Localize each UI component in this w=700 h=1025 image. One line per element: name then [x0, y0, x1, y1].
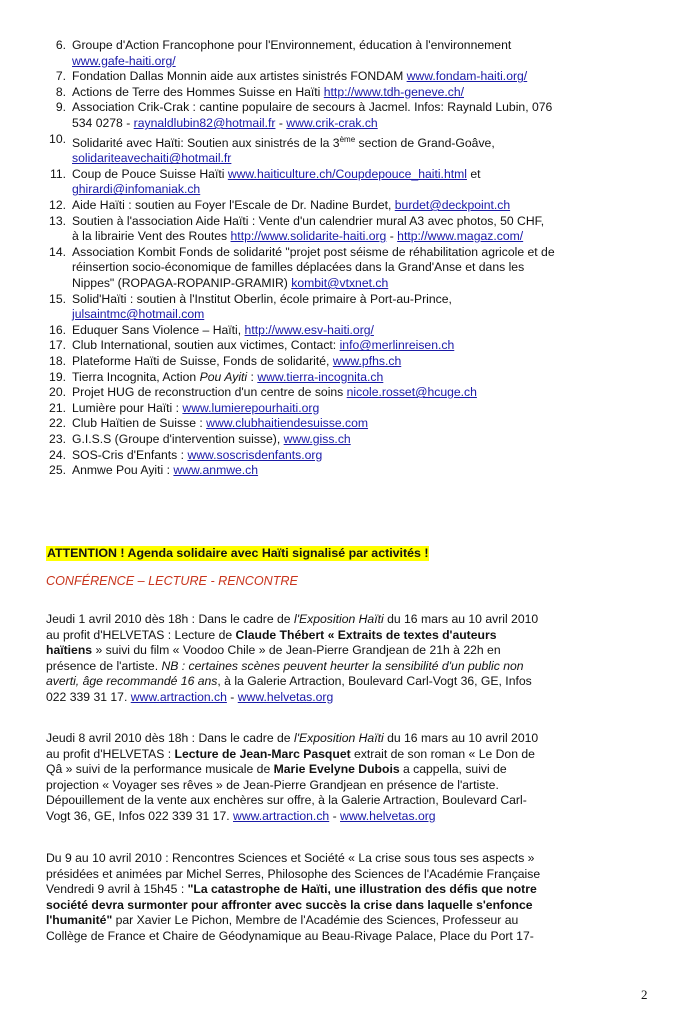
bold-text: l'humanité": [46, 913, 113, 928]
list-item: [44, 69, 664, 85]
list-item: [44, 167, 664, 198]
event-text: du 16 mars au 10 avril 2010: [383, 731, 539, 745]
event-text: par Xavier Le Pichon, Membre de l'Académie des Sciences, Professeur au: [112, 913, 519, 928]
item-line: [72, 229, 664, 245]
item-link[interactable]: www.crik-crak.ch: [286, 115, 378, 130]
item-link[interactable]: www.lumierepourhaiti.org: [182, 400, 320, 415]
item-link[interactable]: http://www.tdh-geneve.ch/: [323, 84, 464, 99]
item-superscript: ème: [339, 134, 356, 144]
item-text: -: [275, 115, 287, 130]
item-line: [72, 463, 664, 479]
item-link[interactable]: burdet@deckpoint.ch: [394, 198, 511, 212]
item-text: Projet HUG de reconstruction d'un centre de soins: [72, 385, 347, 400]
event-text: Collège de France et Chaire de Géodynamique au Beau-Rivage Palace, Place du Port 17-: [46, 928, 534, 943]
organization-list: [44, 38, 664, 479]
item-link[interactable]: kombit@vtxnet.ch: [291, 275, 389, 290]
item-number: 6.: [55, 38, 66, 52]
item-line: [72, 54, 664, 70]
list-item: [44, 38, 664, 69]
bold-text: Marie Evelyne Dubois: [273, 762, 400, 777]
item-body: [72, 198, 664, 214]
event-text: Dépouillement de la vente aux enchères sur offre, à la Galerie Artraction, Boulevard Carl-: [46, 793, 527, 808]
event-text: , à la Galerie Artraction, Boulevard Carl-Vogt 36, GE, Infos: [217, 674, 532, 689]
item-number: 24.: [49, 447, 66, 462]
bold-text: haïtiens: [46, 643, 93, 658]
item-body: [72, 463, 664, 479]
item-number: 14.: [49, 244, 66, 259]
item-number: 12.: [49, 198, 66, 212]
item-body: [72, 416, 664, 432]
item-line: [72, 416, 664, 432]
list-item: [44, 132, 664, 167]
item-text: Anmwe Pou Ayiti :: [72, 463, 174, 478]
bold-text: Lecture de Jean-Marc Pasquet: [174, 746, 351, 761]
item-text: réinsertion socio-économique de familles déplacées dans la Grand'Anse et dans les: [72, 260, 525, 275]
event-text: Du 9 au 10 avril 2010 : Rencontres Sciences et Société « La crise sous tous ses aspects »: [46, 851, 535, 865]
item-text: Actions de Terre des Hommes Suisse en Haïti: [72, 84, 324, 99]
item-number: 10.: [49, 131, 66, 146]
item-link[interactable]: solidariteavechaiti@hotmail.fr: [72, 151, 232, 166]
item-line: [72, 245, 664, 261]
event-text: -: [329, 808, 341, 823]
item-line: [72, 276, 664, 292]
event-text: Qâ » suivi de la performance musicale de: [46, 762, 274, 777]
item-number: 16.: [49, 322, 66, 337]
item-link[interactable]: www.gafe-haiti.org/: [72, 53, 176, 68]
event-text: projection « Voyager ses rêves » de Jean-Pierre Grandjean en présence de l'artiste.: [46, 777, 499, 792]
item-text: Groupe d'Action Francophone pour l'Environnement, éducation à l'environnement: [72, 38, 512, 52]
list-item: [44, 214, 664, 245]
item-body: [72, 323, 664, 339]
item-line: [72, 338, 664, 354]
item-text: -: [386, 229, 398, 244]
item-link[interactable]: http://www.esv-haiti.org/: [244, 322, 374, 337]
list-item: [44, 323, 664, 339]
italic-text: NB : certaines scènes peuvent heurter la sensibilité d'un public non: [161, 658, 524, 673]
item-number: 22.: [49, 416, 66, 431]
item-body: [72, 38, 664, 69]
item-link[interactable]: julsaintmc@hotmail.com: [72, 307, 205, 322]
item-body: [72, 100, 664, 131]
list-item: [44, 463, 664, 479]
item-body: [72, 401, 664, 417]
item-body: [72, 338, 664, 354]
section-title: CONFÉRENCE – LECTURE - RENCONTRE: [46, 574, 298, 588]
attention-banner: ATTENTION ! Agenda solidaire avec Haïti signalisé par activités !: [47, 546, 429, 560]
list-item: [44, 385, 664, 401]
item-number: 7.: [55, 69, 66, 84]
item-line: [72, 323, 664, 339]
item-link[interactable]: ghirardi@infomaniak.ch: [72, 182, 201, 197]
event-text: Jeudi 1 avril 2010 dès 18h : Dans le cadre de: [46, 612, 294, 626]
italic-text: l'Exposition Haïti: [293, 731, 384, 745]
item-text: Club International, soutien aux victimes, Contact:: [72, 338, 340, 353]
event-text: présidées et animées par Michel Serres, Philosophe des Sciences de l'Académie Française: [46, 866, 541, 881]
event-link[interactable]: www.helvetas.org: [237, 689, 334, 704]
event-link[interactable]: www.artraction.ch: [130, 689, 227, 704]
item-link[interactable]: http://www.solidarite-haiti.org: [230, 229, 387, 244]
list-item: [44, 338, 664, 354]
item-line: [72, 354, 664, 370]
list-item: [44, 198, 664, 214]
item-text: Soutien à l'association Aide Haïti : Vente d'un calendrier mural A3 avec photos, 50 CHF,: [72, 213, 545, 228]
item-link[interactable]: www.pfhs.ch: [332, 353, 402, 368]
bold-text: société devra surmonter pour affronter avec succès la crise dans laquelle s'enfonce: [46, 897, 533, 912]
item-body: [72, 245, 664, 292]
item-number: 8.: [55, 84, 66, 99]
item-line: [72, 448, 664, 464]
item-body: [72, 214, 664, 245]
item-text: Eduquer Sans Violence – Haïti,: [72, 322, 245, 337]
item-text: :: [247, 369, 258, 384]
item-link[interactable]: www.giss.ch: [283, 431, 351, 446]
item-number: 23.: [49, 431, 66, 446]
item-link[interactable]: raynaldlubin82@hotmail.fr: [133, 115, 276, 130]
event-text: 022 339 31 17.: [46, 689, 131, 704]
item-line: [72, 214, 664, 230]
item-text: Fondation Dallas Monnin aide aux artistes sinistrés FONDAM: [72, 69, 407, 84]
item-number: 13.: [49, 213, 66, 228]
item-text: Solid'Haïti : soutien à l'Institut Oberlin, école primaire à Port-au-Prince,: [72, 291, 452, 306]
item-number: 25.: [49, 463, 66, 478]
list-item: [44, 432, 664, 448]
item-text: 534 0278 -: [72, 115, 134, 130]
item-body: [72, 448, 664, 464]
item-line: [72, 260, 664, 276]
item-line: [72, 292, 664, 308]
item-link[interactable]: www.haiticulture.ch/Coupdepouce_haiti.html: [227, 166, 467, 181]
item-body: [72, 132, 664, 167]
item-line: [72, 38, 664, 54]
event-text: -: [226, 689, 238, 704]
event-text: » suivi du film « Voodoo Chile » de Jean-Pierre Grandjean de 21h à 22h en: [92, 643, 501, 658]
item-text: Nippes" (ROPAGA-ROPANIP-GRAMIR): [72, 275, 292, 290]
list-item: [44, 100, 664, 131]
list-item: [44, 448, 664, 464]
list-item: [44, 245, 664, 292]
list-item: [44, 370, 664, 386]
item-body: [72, 370, 664, 386]
item-text: section de Grand-Goâve,: [355, 135, 495, 150]
item-line: [72, 182, 664, 198]
item-text: Plateforme Haïti de Suisse, Fonds de solidarité,: [72, 353, 333, 368]
item-body: [72, 292, 664, 323]
item-link[interactable]: info@merlinreisen.ch: [339, 338, 455, 353]
item-link[interactable]: www.fondam-haiti.org/: [406, 69, 528, 84]
item-line: [72, 100, 664, 116]
italic-text: averti, âge recommandé 16 ans: [46, 674, 218, 689]
event-link[interactable]: www.artraction.ch: [233, 808, 330, 823]
item-link[interactable]: nicole.rosset@hcuge.ch: [346, 385, 477, 400]
item-link[interactable]: www.tierra-incognita.ch: [257, 369, 384, 384]
item-number: 9.: [55, 100, 66, 115]
list-item: [44, 401, 664, 417]
item-text: Association Kombit Fonds de solidarité "projet post séisme de réhabilitation agricole et de: [72, 244, 555, 259]
item-text: Club Haïtien de Suisse :: [72, 416, 207, 431]
item-number: 21.: [49, 400, 66, 415]
item-number: 15.: [49, 291, 66, 306]
item-line: [72, 151, 664, 167]
item-line: [72, 85, 664, 101]
item-text: SOS-Cris d'Enfants :: [72, 447, 188, 462]
item-body: [72, 385, 664, 401]
event-text: Jeudi 8 avril 2010 dès 18h : Dans le cadre de: [46, 731, 294, 745]
list-item: [44, 416, 664, 432]
event-paragraph-2: [46, 731, 656, 825]
item-body: [72, 167, 664, 198]
item-body: [72, 354, 664, 370]
item-line: [72, 432, 664, 448]
item-line: [72, 116, 664, 132]
item-line: [72, 167, 664, 183]
item-line: [72, 385, 664, 401]
italic-text: l'Exposition Haïti: [293, 612, 384, 626]
event-text: du 16 mars au 10 avril 2010: [383, 612, 539, 626]
item-text: Lumière pour Haïti :: [72, 400, 183, 415]
list-item: [44, 85, 664, 101]
list-item: [44, 292, 664, 323]
page-number: 2: [641, 987, 648, 1002]
event-paragraph-1: [46, 612, 656, 706]
item-line: [72, 401, 664, 417]
item-link[interactable]: www.clubhaitiendesuisse.com: [206, 416, 369, 431]
item-text: G.I.S.S (Groupe d'intervention suisse),: [72, 431, 284, 446]
item-line: [72, 132, 664, 152]
item-text: Tierra Incognita, Action: [72, 369, 200, 384]
item-body: [72, 85, 664, 101]
item-link[interactable]: http://www.magaz.com/: [397, 229, 524, 244]
bold-text: Claude Thébert « Extraits de textes d'auteurs: [235, 627, 497, 642]
item-number: 11.: [49, 166, 66, 181]
item-italic: Pou Ayiti: [199, 369, 248, 384]
item-body: [72, 69, 664, 85]
event-paragraph-3: [46, 851, 656, 945]
event-text: au profit d'HELVETAS :: [46, 746, 175, 761]
item-text: à la librairie Vent des Routes: [72, 229, 231, 244]
event-text: extrait de son roman « Le Don de: [350, 746, 535, 761]
item-number: 18.: [49, 353, 66, 368]
event-text: présence de l'artiste.: [46, 658, 162, 673]
item-text: et: [466, 166, 481, 181]
item-text: Association Crik-Crak : cantine populaire de secours à Jacmel. Infos: Raynald Lubin, 076: [72, 100, 553, 115]
event-text: Vogt 36, GE, Infos 022 339 31 17.: [46, 808, 234, 823]
item-line: [72, 307, 664, 323]
event-text: a cappella, suivi de: [399, 762, 507, 777]
item-body: [72, 432, 664, 448]
item-line: [72, 370, 664, 386]
item-text: Solidarité avec Haïti: Soutien aux sinistrés de la 3: [72, 135, 340, 150]
item-text: Coup de Pouce Suisse Haïti: [72, 166, 228, 181]
item-link[interactable]: www.soscrisdenfants.org: [187, 447, 323, 462]
item-line: [72, 69, 664, 85]
item-link[interactable]: www.anmwe.ch: [173, 463, 259, 478]
event-text: au profit d'HELVETAS : Lecture de: [46, 627, 236, 642]
item-text: Aide Haïti : soutien au Foyer l'Escale de Dr. Nadine Burdet,: [72, 198, 395, 212]
item-line: [72, 198, 664, 214]
item-number: 19.: [49, 369, 66, 384]
event-link[interactable]: www.helvetas.org: [340, 808, 436, 823]
bold-text: "La catastrophe de Haïti, une illustration des défis que notre: [187, 882, 537, 897]
list-item: [44, 354, 664, 370]
item-number: 20.: [49, 385, 66, 400]
item-number: 17.: [49, 338, 66, 353]
event-text: Vendredi 9 avril à 15h45 :: [46, 882, 188, 897]
